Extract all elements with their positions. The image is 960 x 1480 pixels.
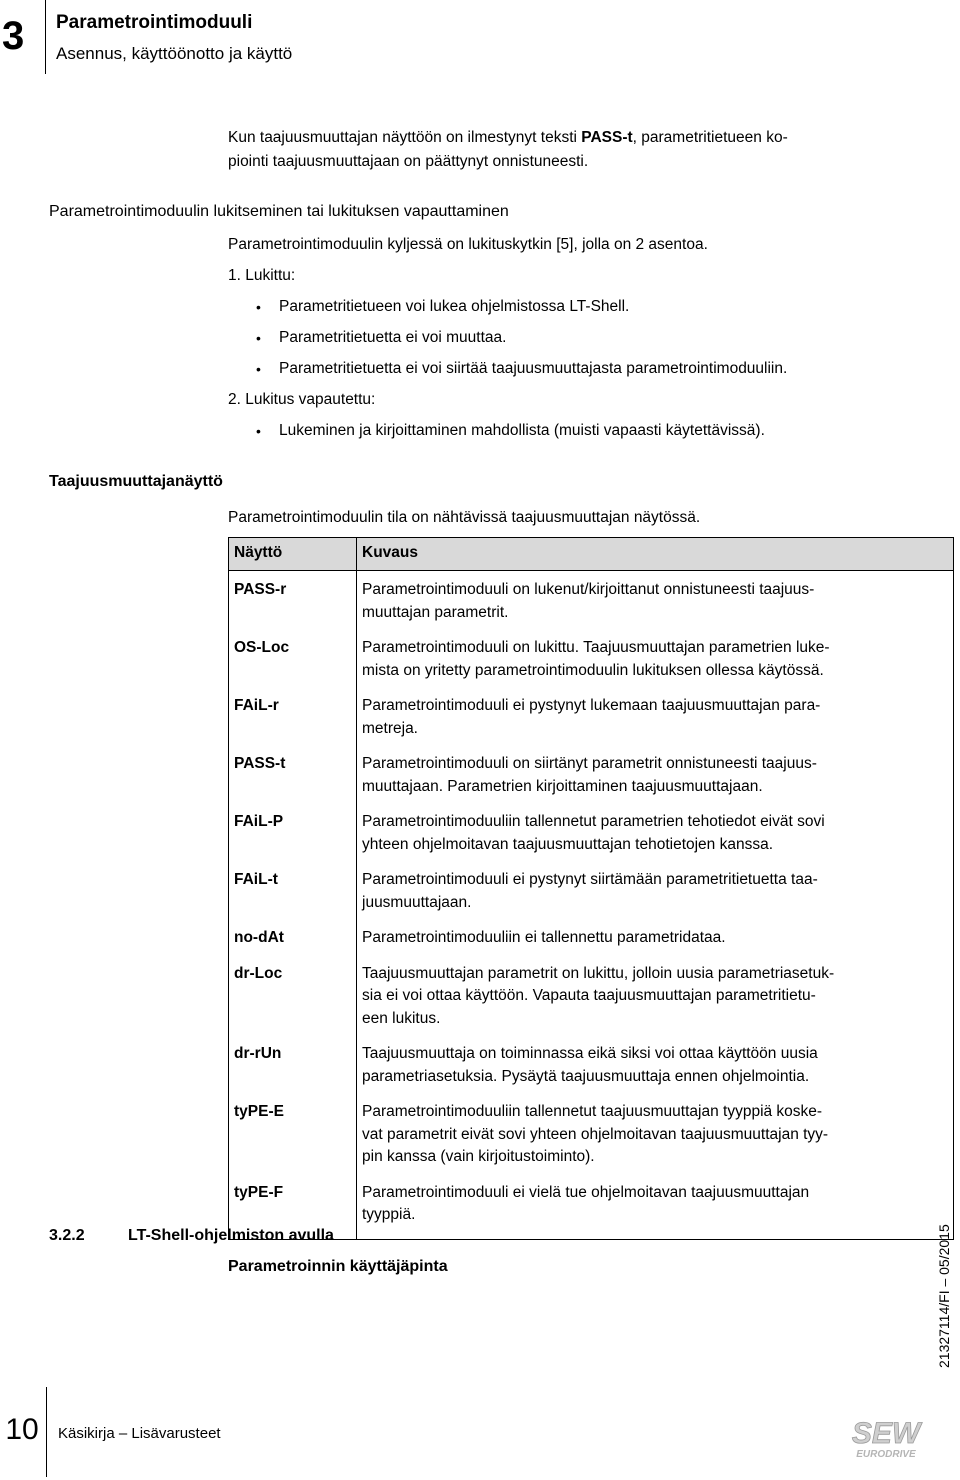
intro-line-1	[228, 126, 928, 150]
locking-item-2: 2. Lukitus vapautettu:	[228, 391, 376, 408]
description-cell: Taajuusmuuttajan parametrit on lukittu, jolloin uusia parametriasetuk- sia ei voi ottaa käyttöön. Vapauta taajuusmuuttajan parametritietu- een lukitus.	[357, 955, 954, 1036]
display-code-cell: FAiL-P	[229, 803, 357, 861]
display-code-cell: dr-Loc	[229, 955, 357, 1036]
locking-intro: Parametrointimoduulin kyljessä on lukituskytkin [5], jolla on 2 asentoa.	[228, 236, 708, 253]
description-cell: Parametrointimoduuliin ei tallennettu parametridataa.	[357, 919, 954, 955]
unlocked-bullet-1: Lukeminen ja kirjoittaminen mahdollista (muisti vapaasti käytettävissä).	[279, 422, 765, 439]
description-cell: Parametrointimoduuliin tallennetut taajuusmuuttajan tyyppiä koske- vat parametrit eivät sovi yhteen ohjelmoitavan taajuusmuuttajan tyy- pin kanssa (vain kirjoitustoiminto).	[357, 1093, 954, 1174]
section-title: LT-Shell-ohjelmiston avulla	[128, 1227, 334, 1244]
logo-sew-text: SEW	[851, 1417, 921, 1450]
intro-code-pass-t: PASS-t	[581, 129, 633, 146]
table-header-description: Kuvaus	[357, 538, 954, 571]
table-row	[229, 919, 954, 955]
display-codes-table	[228, 537, 954, 1240]
table-row	[229, 861, 954, 919]
locking-bullet-1: Parametritietueen voi lukea ohjelmistossa LT-Shell.	[279, 298, 630, 315]
table-row	[229, 1174, 954, 1240]
table-row	[229, 955, 954, 1036]
display-intro: Parametrointimoduulin tila on nähtävissä taajuusmuuttajan näytössä.	[228, 509, 701, 526]
intro-text-1: Kun taajuusmuuttajan näyttöön on ilmestynyt teksti	[228, 129, 582, 146]
logo-eurodrive-text: EURODRIVE	[856, 1449, 916, 1460]
locking-item-1: 1. Lukittu:	[228, 267, 296, 284]
table-row	[229, 745, 954, 803]
display-code-cell: PASS-t	[229, 745, 357, 803]
description-cell: Parametrointimoduuli on siirtänyt parametrit onnistuneesti taajuus- muuttajaan. Parametrien kirjoittaminen taajuusmuuttajaan.	[357, 745, 954, 803]
sew-eurodrive-logo	[846, 1415, 926, 1460]
locking-bullet-2: Parametritietuetta ei voi muuttaa.	[279, 329, 507, 346]
bullet-icon: •	[256, 423, 261, 439]
table-row	[229, 1035, 954, 1093]
chapter-number: 3	[2, 14, 25, 58]
display-code-cell: OS-Loc	[229, 629, 357, 687]
table-row	[229, 629, 954, 687]
display-code-cell: dr-rUn	[229, 1035, 357, 1093]
locking-bullet-3: Parametritietuetta ei voi siirtää taajuusmuuttajasta parametrointimoduuliin.	[279, 360, 788, 377]
description-cell: Parametrointimoduuli ei pystynyt lukemaan taajuusmuuttajan para- metreja.	[357, 687, 954, 745]
intro-paragraph	[228, 126, 928, 174]
display-code-cell: tyPE-F	[229, 1174, 357, 1240]
display-code-cell: no-dAt	[229, 919, 357, 955]
bullet-icon: •	[256, 299, 261, 315]
table-row	[229, 687, 954, 745]
footer-book-title: Käsikirja – Lisävarusteet	[58, 1425, 221, 1442]
locking-heading: Parametrointimoduulin lukitseminen tai lukituksen vapauttaminen	[49, 203, 509, 220]
document-code-text: 21327114/FI – 05/2015	[936, 1224, 952, 1368]
intro-line-2: piointi taajuusmuuttajaan on päättynyt onnistuneesti.	[228, 153, 589, 170]
section-subheading: Parametroinnin käyttäjäpinta	[228, 1258, 448, 1275]
table-header-display: Näyttö	[229, 538, 357, 571]
table-row	[229, 571, 954, 630]
display-code-cell: FAiL-t	[229, 861, 357, 919]
description-cell: Taajuusmuuttaja on toiminnassa eikä siksi voi ottaa käyttöön uusia parametriasetuksia. Pysäytä taajuusmuuttaja ennen ohjelmointia.	[357, 1035, 954, 1093]
description-cell: Parametrointimoduuli on lukenut/kirjoittanut onnistuneesti taajuus- muuttajan parametrit.	[357, 571, 954, 630]
table-row	[229, 1093, 954, 1174]
description-cell: Parametrointimoduuliin tallennetut parametrien tehotiedot eivät sovi yhteen ohjelmoitavan taajuusmuuttajan tehotietojen kanssa.	[357, 803, 954, 861]
table-header-row	[229, 538, 954, 571]
intro-text-2: , parametritietueen ko-	[632, 129, 788, 146]
display-code-cell: FAiL-r	[229, 687, 357, 745]
bullet-icon: •	[256, 330, 261, 346]
chapter-subtitle: Asennus, käyttöönotto ja käyttö	[56, 44, 293, 63]
display-heading: Taajuusmuuttajanäyttö	[49, 473, 223, 490]
display-code-cell: PASS-r	[229, 571, 357, 630]
description-cell: Parametrointimoduuli ei pystynyt siirtämään parametritietuetta taa- juusmuuttajaan.	[357, 861, 954, 919]
section-number: 3.2.2	[49, 1227, 85, 1244]
table-row	[229, 803, 954, 861]
display-code-cell: tyPE-E	[229, 1093, 357, 1174]
page-number: 10	[5, 1413, 39, 1446]
document-code	[930, 1190, 960, 1370]
chapter-divider	[45, 0, 46, 74]
bullet-icon: •	[256, 361, 261, 377]
description-cell: Parametrointimoduuli ei vielä tue ohjelmoitavan taajuusmuuttajan tyyppiä.	[357, 1174, 954, 1240]
description-cell: Parametrointimoduuli on lukittu. Taajuusmuuttajan parametrien luke- mista on yritetty parametrointimoduulin lukituksen ollessa käytössä.	[357, 629, 954, 687]
chapter-title: Parametrointimoduuli	[56, 12, 253, 33]
